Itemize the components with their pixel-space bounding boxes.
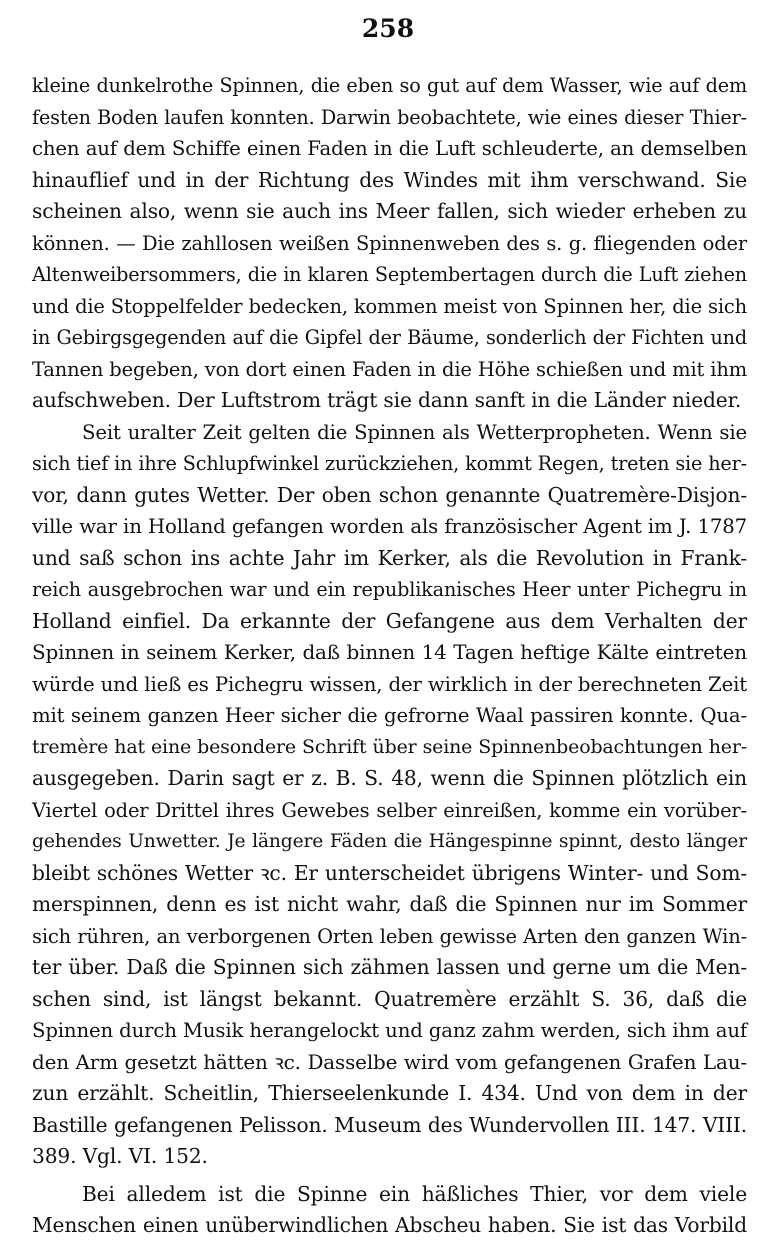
text-line: hinauflief und in der Richtung des Windes mit ihm verschwand. Sie (32, 167, 747, 192)
text-line: zun erzählt. Scheitlin, Thierseelenkunde I. 434. Und von dem in der (32, 1081, 747, 1105)
paragraph-3 (32, 1179, 747, 1242)
text-line: mit seinem ganzen Heer sicher die gefrorne Waal passiren konnte. Qua- (32, 704, 747, 727)
text-line: und saß schon ins achte Jahr im Kerker, als die Revolution in Frank- (32, 545, 747, 570)
page-number: 258 (361, 14, 415, 43)
text-line: kleine dunkelrothe Spinnen, die eben so gut auf dem Wasser, wie auf dem (32, 74, 747, 97)
text-line: können. — Die zahllosen weißen Spinnenweben des s. g. fliegenden oder (32, 231, 747, 255)
text-line: Altenweibersommers, die in klaren Septembertagen durch die Luft ziehen (32, 263, 747, 286)
text-line: Viertel oder Drittel ihres Gewebes selber einreißen, komme ein vorüber- (32, 798, 747, 822)
paragraph-1 (32, 70, 747, 417)
text-line: schen sind, ist längst bekannt. Quatremère erzählt S. 36, daß die (32, 986, 747, 1011)
text-line: sich rühren, an verborgenen Orten leben gewisse Arten den ganzen Win- (32, 924, 747, 948)
text-line: 389. Vgl. VI. 152. (32, 1144, 208, 1168)
text-line: Bastille gefangenen Pelisson. Museum des Wundervollen III. 147. VIII. (32, 1112, 747, 1137)
text-line: Tannen begeben, von dort einen Faden in die Höhe schießen und mit ihm (32, 357, 747, 381)
text-line: in Gebirgsgegenden auf die Gipfel der Bäume, sonderlich der Fichten und (32, 326, 747, 349)
text-line: aufschweben. Der Luftstrom trägt sie dann sanft in die Länder nieder. (32, 388, 742, 412)
text-line: merspinnen, denn es ist nicht wahr, daß die Spinnen nur im Sommer (32, 892, 747, 916)
text-line: Holland einfiel. Da erkannte der Gefangene aus dem Verhalten der (32, 608, 747, 633)
text-line: chen auf dem Schiffe einen Faden in die Luft schleuderte, an demselben (32, 137, 747, 160)
text-line: tremère hat eine besondere Schrift über seine Spinnenbeobachtungen her- (32, 735, 747, 758)
text-line: scheinen also, wenn sie auch ins Meer fallen, sich wieder erheben zu (32, 199, 747, 223)
text-line: ter über. Daß die Spinnen sich zähmen lassen und gerne um die Men- (32, 955, 747, 979)
text-line: würde und ließ es Pichegru wissen, der wirklich in der berechneten Zeit (32, 672, 747, 696)
text-line: sich tief in ihre Schlupfwinkel zurückziehen, kommt Regen, treten sie her- (32, 452, 747, 475)
text-line: reich ausgebrochen war und ein republikanisches Heer unter Pichegru in (32, 578, 747, 601)
text-line: und die Stoppelfelder bedecken, kommen meist von Spinnen her, die sich (32, 294, 747, 318)
text-line: Seit uralter Zeit gelten die Spinnen als Wetterpropheten. Wenn sie (82, 420, 747, 444)
text-line: ville war in Holland gefangen worden als französischer Agent im J. 1787 (32, 515, 747, 538)
text-line: Spinnen durch Musik herangelockt und ganz zahm werden, sich ihm auf (32, 1019, 747, 1042)
text-line: bleibt schönes Wetter ꝛc. Er unterscheidet übrigens Winter- und Som- (32, 860, 747, 885)
text-line: Spinnen in seinem Kerker, daß binnen 14 Tagen heftige Kälte eintreten (32, 640, 747, 664)
text-line: festen Boden laufen konnten. Darwin beobachtete, wie eines dieser Thier- (32, 105, 747, 129)
text-line: Menschen einen unüberwindlichen Abscheu haben. Sie ist das Vorbild (32, 1213, 747, 1237)
text-line: Bei alledem ist die Spinne ein häßliches Thier, vor dem viele (82, 1181, 747, 1206)
text-line: ausgegeben. Darin sagt er z. B. S. 48, wenn die Spinnen plötzlich ein (32, 766, 747, 790)
text-line: gehendes Unwetter. Je längere Fäden die Hängespinne spinnt, desto länger (32, 831, 747, 852)
text-line: den Arm gesetzt hätten ꝛc. Dasselbe wird vom gefangenen Grafen Lau- (32, 1049, 747, 1074)
body-text (32, 70, 747, 1242)
paragraph-2 (32, 417, 747, 1173)
text-line: vor, dann gutes Wetter. Der oben schon genannte Quatremère-Disjon- (32, 482, 747, 507)
